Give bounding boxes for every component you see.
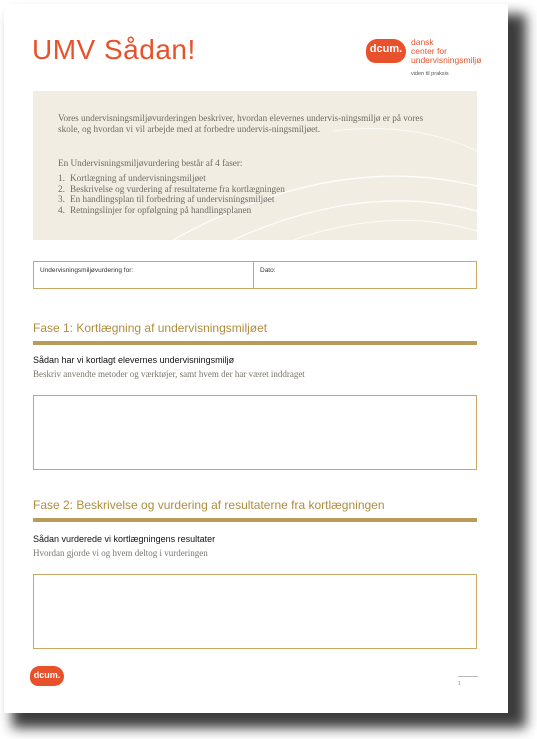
document-title: UMV Sådan! (32, 34, 196, 65)
footer-logo-text: dcum. (33, 670, 61, 680)
intro-box (33, 91, 477, 240)
page-number: 1 (458, 681, 461, 687)
phase-item: 4. Retningslinjer for opfølgning på handlingsplanen (58, 204, 252, 215)
dcum-logo (366, 36, 506, 80)
meta-fields (33, 261, 477, 289)
logo-mark (366, 39, 406, 63)
logo-line: center for (411, 46, 447, 56)
evaluation-for-field[interactable]: Undervisningsmiljøvurdering for: (40, 267, 134, 274)
document-page (4, 4, 508, 713)
phase2-question: Sådan vurderede vi kortlægningens resultater (33, 534, 216, 544)
meta-divider (253, 262, 254, 288)
date-field[interactable]: Dato: (260, 267, 276, 274)
logo-line: dansk (411, 37, 434, 47)
phase2-answer-box[interactable] (33, 574, 477, 649)
logo-line: undervisningsmiljø (411, 55, 482, 65)
phase1-heading: Fase 1: Kortlægning af undervisningsmiljøet (33, 321, 268, 335)
logo-tagline: viden til praksis (411, 71, 449, 77)
phases-intro: En Undervisningsmiljøvurdering består af 4 faser: (58, 158, 243, 168)
phase1-answer-box[interactable] (33, 395, 477, 470)
phase-item: 2. Beskrivelse og vurdering af resultaterne fra kortlægningen (58, 183, 285, 194)
phase1-hint: Beskriv anvendte metoder og værktøjer, samt hvem der har været inddraget (33, 369, 305, 379)
phases-list (58, 173, 285, 215)
phase-item: 3. En handlingsplan til forbedring af undervisningsmiljøet (58, 194, 275, 204)
logo-wordmark (411, 38, 481, 65)
footer-logo (30, 666, 64, 686)
phase1-question: Sådan har vi kortlagt elevernes undervisningsmiljø (33, 355, 235, 365)
phase1-rule (33, 341, 477, 345)
intro-paragraph: Vores undervisningsmiljøvurderingen beskriver, hvordan elevernes undervis-ningsmiljø er på vores skole, og hvordan vi vil arbejde med at forbedre undervis-ningsmiljøet. (58, 113, 424, 134)
phase2-hint: Hvordan gjorde vi og hvem deltog i vurderingen (33, 548, 208, 558)
phase2-heading: Fase 2: Beskrivelse og vurdering af resultaterne fra kortlægningen (33, 498, 385, 512)
logo-mark-text: dcum. (369, 43, 403, 55)
phase-item: 1. Kortlægning af undervisningsmiljøet (58, 173, 206, 183)
footer-rule (458, 676, 478, 677)
phase2-rule (33, 518, 477, 522)
